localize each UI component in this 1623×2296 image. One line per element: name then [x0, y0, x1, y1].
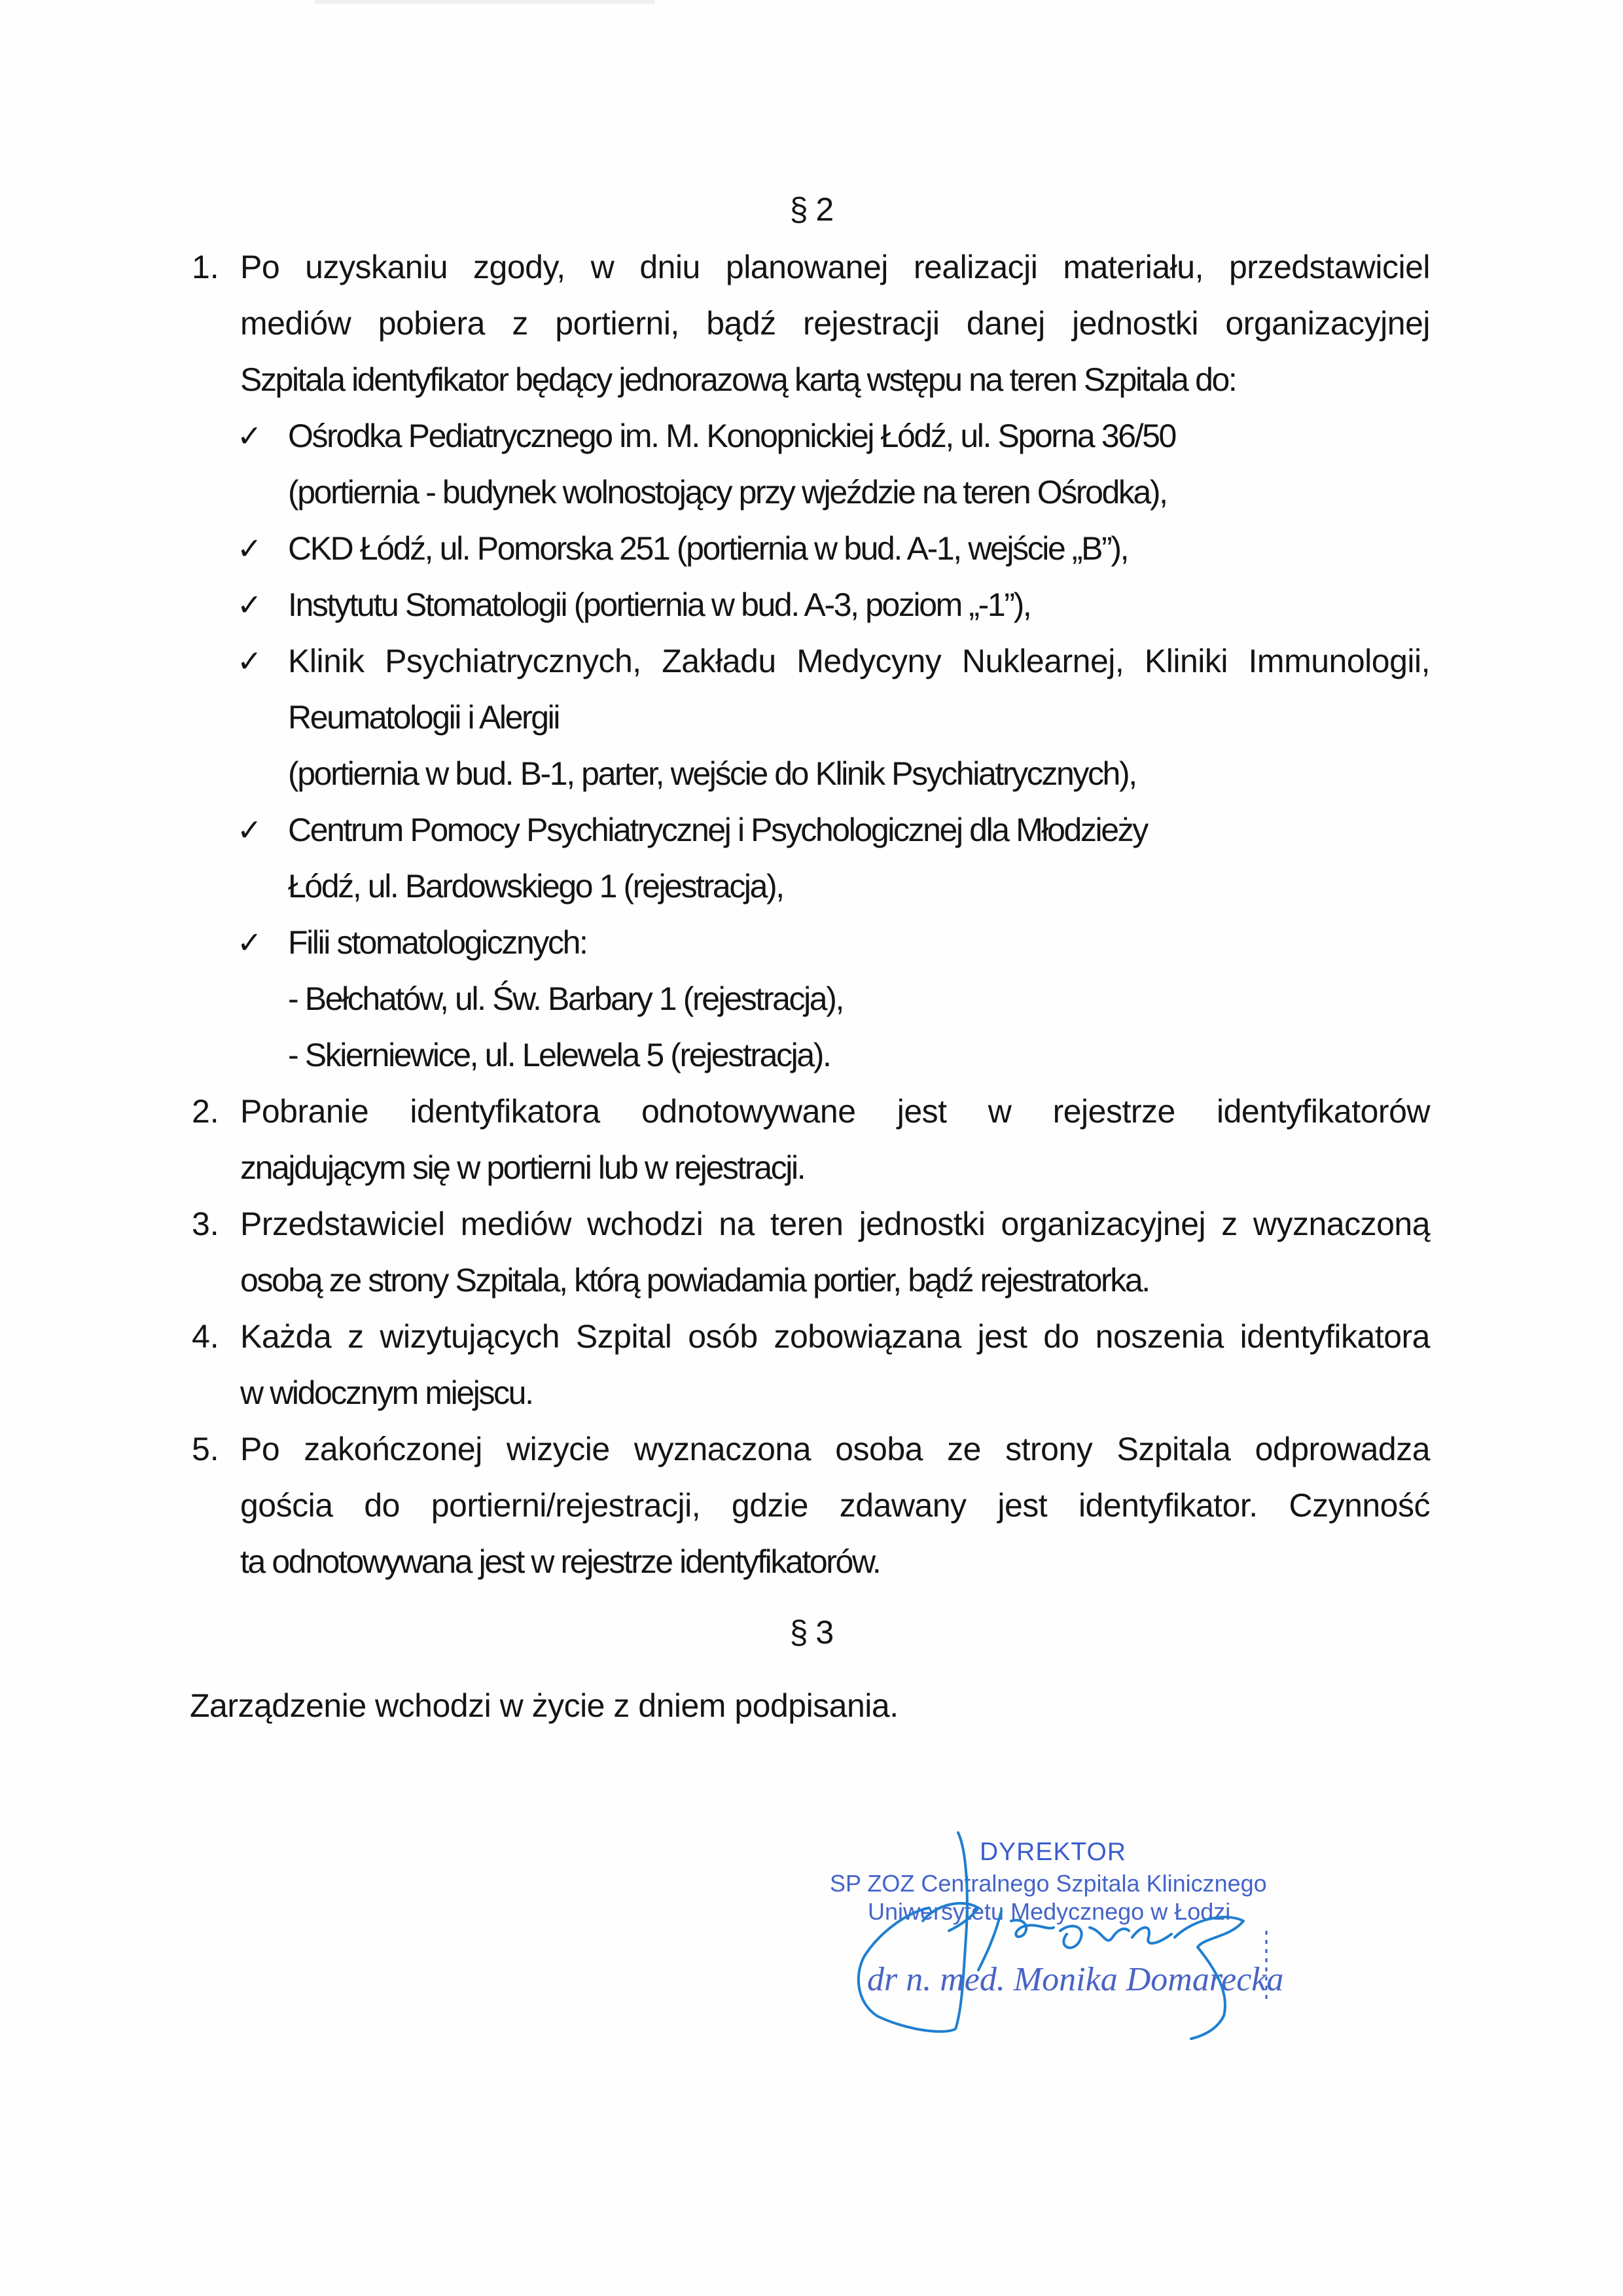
- item-1-number: 1.: [192, 249, 219, 285]
- item-2-number: 2.: [192, 1093, 219, 1130]
- checkmark-icon: ✓: [237, 643, 262, 679]
- location-1-line-1: Ośrodka Pediatrycznego im. M. Konopnickiej Łódź, ul. Sporna 36/50: [288, 418, 1175, 454]
- checkmark-icon: ✓: [237, 587, 262, 622]
- location-5-line-2: Łódź, ul. Bardowskiego 1 (rejestracja),: [288, 868, 783, 905]
- location-3-line-1: Instytutu Stomatologii (portiernia w bud. A-3, poziom „-1”),: [288, 586, 1031, 623]
- section-2-heading: § 2: [789, 191, 834, 228]
- item-4-line-2: w widocznym miejscu.: [240, 1374, 533, 1411]
- stamp-signatory-name: dr n. med. Monika Domarecka: [867, 1961, 1284, 1998]
- item-3-number: 3.: [192, 1206, 219, 1242]
- stamp-title: DYREKTOR: [980, 1838, 1126, 1866]
- location-5-line-1: Centrum Pomocy Psychiatrycznej i Psychologicznej dla Młodzieży: [288, 812, 1147, 848]
- scan-artifact: [314, 0, 654, 4]
- signature-stroke: [1132, 1928, 1171, 1943]
- stamp-institution-line-2: Uniwersytetu Medycznego w Łodzi: [868, 1898, 1231, 1925]
- location-4-line-1: Klinik Psychiatrycznych, Zakładu Medycyny Nuklearnej, Kliniki Immunologii,: [288, 643, 1430, 679]
- item-5-line-3: ta odnotowywana jest w rejestrze identyfikatorów.: [240, 1543, 880, 1580]
- item-2-line-2: znajdującym się w portierni lub w rejestracji.: [240, 1149, 805, 1186]
- location-6-line-2: - Bełchatów, ul. Św. Barbary 1 (rejestracja),: [288, 980, 843, 1017]
- item-2-line-1: Pobranie identyfikatora odnotowywane jest w rejestrze identyfikatorów: [240, 1093, 1430, 1130]
- item-5-line-1: Po zakończonej wizycie wyznaczona osoba ze strony Szpitala odprowadza: [240, 1431, 1430, 1467]
- item-1-line-3: Szpitala identyfikator będący jednorazową kartą wstępu na teren Szpitala do:: [240, 361, 1236, 398]
- stamp-institution-line-1: SP ZOZ Centralnego Szpitala Klinicznego: [830, 1870, 1267, 1897]
- section-3-text: Zarządzenie wchodzi w życie z dniem podpisania.: [190, 1687, 899, 1724]
- item-3-line-1: Przedstawiciel mediów wchodzi na teren jednostki organizacyjnej z wyznaczoną: [240, 1206, 1430, 1242]
- location-1-line-2: (portiernia - budynek wolnostojący przy wjeździe na teren Ośrodka),: [288, 474, 1167, 511]
- item-4-number: 4.: [192, 1318, 219, 1355]
- location-2-line-1: CKD Łódź, ul. Pomorska 251 (portiernia w bud. A-1, wejście „B”),: [288, 530, 1128, 567]
- item-4-line-1: Każda z wizytujących Szpital osób zobowiązana jest do noszenia identyfikatora: [240, 1318, 1430, 1355]
- location-4-line-3: (portiernia w bud. B-1, parter, wejście do Klinik Psychiatrycznych),: [288, 755, 1136, 792]
- location-6-line-3: - Skierniewice, ul. Lelewela 5 (rejestracja).: [288, 1037, 830, 1073]
- checkmark-icon: ✓: [237, 812, 262, 848]
- location-4-line-2: Reumatologii i Alergii: [288, 699, 560, 736]
- item-3-line-2: osobą ze strony Szpitala, którą powiadamia portier, bądź rejestratorka.: [240, 1262, 1149, 1299]
- checkmark-icon: ✓: [237, 925, 262, 960]
- item-1-line-2: mediów pobiera z portierni, bądź rejestracji danej jednostki organizacyjnej: [240, 305, 1430, 342]
- location-6-line-1: Filii stomatologicznych:: [288, 924, 587, 961]
- signature-stroke: [1060, 1926, 1082, 1948]
- section-3-heading: § 3: [789, 1614, 834, 1651]
- item-5-line-2: gościa do portierni/rejestracji, gdzie zdawany jest identyfikator. Czynność: [240, 1487, 1430, 1524]
- signature-stroke: [859, 1833, 967, 2032]
- item-1-line-1: Po uzyskaniu zgody, w dniu planowanej realizacji materiału, przedstawiciel: [240, 249, 1430, 285]
- checkmark-icon: ✓: [237, 418, 262, 454]
- checkmark-icon: ✓: [237, 531, 262, 566]
- item-5-number: 5.: [192, 1431, 219, 1467]
- signature-stroke: [1090, 1928, 1129, 1941]
